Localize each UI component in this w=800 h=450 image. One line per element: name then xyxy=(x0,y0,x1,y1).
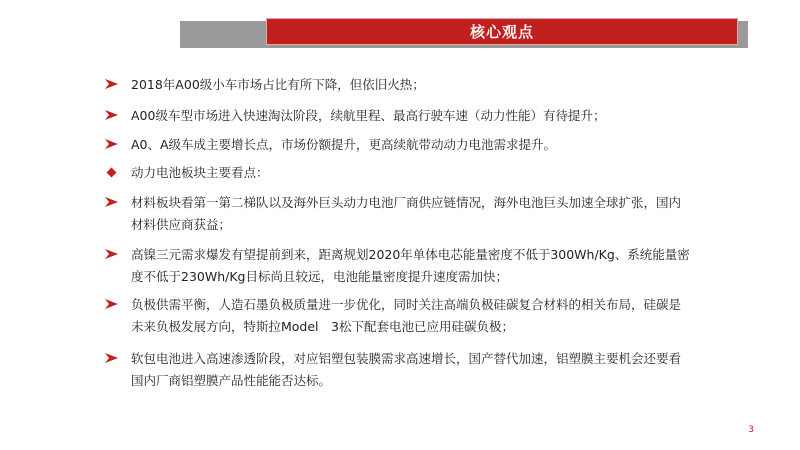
arrow-bullet-icon xyxy=(104,299,118,309)
list-item xyxy=(104,244,691,288)
list-item xyxy=(104,105,691,127)
list-item xyxy=(104,348,691,392)
list-item-text: A0、A级车成主要增长点，市场份额提升，更高续航带动动力电池需求提升。 xyxy=(131,137,557,152)
list-item xyxy=(104,74,691,96)
page-number: 3 xyxy=(748,425,754,435)
diamond-bullet-icon xyxy=(104,167,118,177)
arrow-bullet-icon xyxy=(104,353,118,363)
list-item xyxy=(104,294,691,338)
list-item-text: 2018年A00级小车市场占比有所下降，但依旧火热； xyxy=(131,77,425,92)
list-item-text: A00级车型市场进入快速淘汰阶段，续航里程、最高行驶车速（动力性能）有待提升； xyxy=(131,108,606,123)
list-item xyxy=(104,134,691,156)
arrow-bullet-icon xyxy=(104,139,118,149)
list-item xyxy=(104,162,691,184)
arrow-bullet-icon xyxy=(104,249,118,259)
arrow-bullet-icon xyxy=(104,197,118,207)
title-banner xyxy=(178,18,750,48)
title-bar xyxy=(266,18,738,45)
list-item-text: 负极供需平衡，人造石墨负极质量进一步优化，同时关注高端负极硅碳复合材料的相关布局，硅碳是未来负极发展方向，特斯拉Model 3松下配套电池已应用硅碳负极； xyxy=(131,297,682,334)
list-item-text: 动力电池板块主要看点： xyxy=(131,165,269,180)
list-item xyxy=(104,192,691,236)
list-item-text: 材料板块看第一第二梯队以及海外巨头动力电池厂商供应链情况，海外电池巨头加速全球扩张，国内材料供应商获益； xyxy=(131,195,682,232)
page-title: 核心观点 xyxy=(469,23,534,41)
list-item-text: 高镍三元需求爆发有望提前到来，距离规划2020年单体电芯能量密度不低于300Wh/Kg、系统能量密度不低于230Wh/Kg目标尚且较远，电池能量密度提升速度需加快； xyxy=(131,247,690,284)
arrow-bullet-icon xyxy=(104,110,118,120)
list-item-text: 软包电池进入高速渗透阶段，对应铝塑包装膜需求高速增长，国产替代加速，铝塑膜主要机会还要看国内厂商铝塑膜产品性能能否达标。 xyxy=(131,351,682,388)
arrow-bullet-icon xyxy=(104,79,118,89)
